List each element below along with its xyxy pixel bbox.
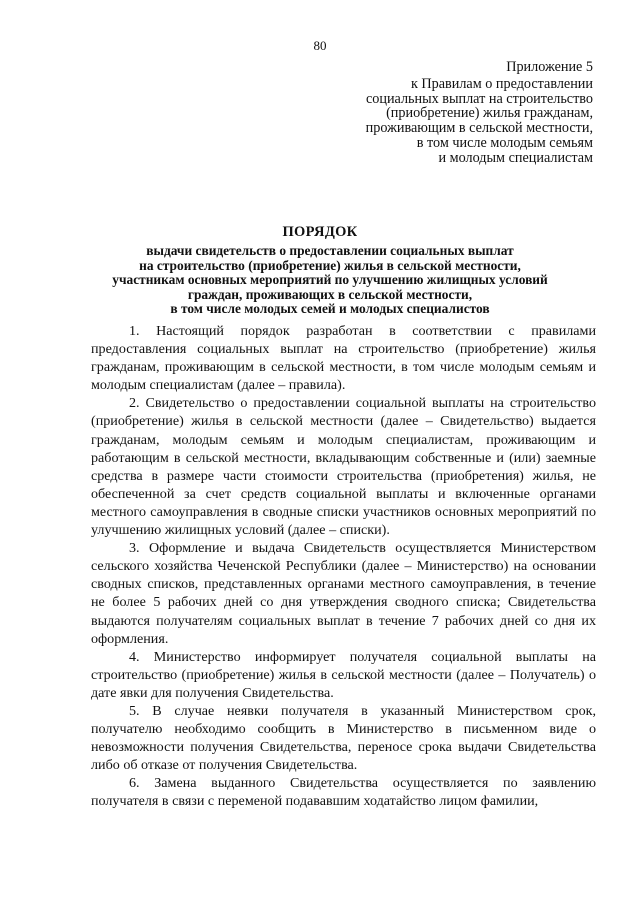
appendix-line: в том числе молодым семьям [416,134,593,151]
paragraph-2: 2. Свидетельство о предоставлении социальной выплаты на строительство (приобретение) жилья в сельской местности (далее – Свидетельство) выдается гражданам, молодым семьям и молодым специалистам, проживающим и работающим в сельской местности, вкладывающим собственные и (или) заемные средства в размере части стоимости строительства (приобретения) жилья, не обеспеченной за счет средств социальной выплаты и включенные органами местного самоуправления в сводные списки участников основных мероприятий по улучшению жилищных условий (далее – списки). [91,395,596,539]
paragraph-4: 4. Министерство информирует получателя социальной выплаты на строительство (приобретение) жилья в сельской местности (далее – Получатель) о дате явки для получения Свидетельства. [91,648,596,701]
appendix-line: к Правилам о предоставлении [410,75,593,92]
appendix-line: социальных выплат на строительство [365,90,593,107]
paragraph-3: 3. Оформление и выдача Свидетельств осуществляется Министерством сельского хозяйства Чеченской Республики (далее – Министерство) на основании сводных списков, представленных органами местного самоуправления, в течение не более 5 рабочих дней со дня утверждения сводного списка; Свидетельства выдаются получателям социальных выплат в течение 7 рабочих дней со дня их оформления. [91,540,596,647]
document-body [91,322,596,811]
subtitle-line: на строительство (приобретение) жилья в сельской местности, [139,257,521,273]
appendix-line: и молодым специалистам [438,149,593,166]
paragraph-1: 1. Настоящий порядок разработан в соответствии с правилами предоставления социальных выплат на строительство (приобретение) жилья гражданам, проживающим в сельской местности, в том числе молодым семьям и молодым специалистам (далее – правила). [91,323,596,394]
paragraph-5: 5. В случае неявки получателя в указанный Министерством срок, получателю необходимо сообщить в Министерство в письменном виде о невозможности получения Свидетельства, переносе срока выдачи Свидетельства либо об отказе от получения Свидетельства. [91,702,596,774]
paragraph-6: 6. Замена выданного Свидетельства осуществляется по заявлению получателя в связи с переменой подававшим ходатайство лицом фамилии, [91,775,596,810]
appendix-title: Приложение 5 [506,59,593,75]
page-number: 80 [313,38,327,53]
subtitle-line: выдачи свидетельств о предоставлении социальных выплат [146,243,514,258]
subtitle-line: участникам основных мероприятий по улучшению жилищных условий [112,272,548,288]
document-subtitle [60,244,600,317]
appendix-line: (приобретение) жилья гражданам, [386,105,593,122]
subtitle-line: в том числе молодых семей и молодых специалистов [170,301,490,317]
appendix-line: проживающим в сельской местности, [365,120,593,137]
appendix-header [293,60,593,166]
subtitle-line: граждан, проживающих в сельской местности, [187,286,473,302]
document-title: ПОРЯДОК [282,224,358,240]
